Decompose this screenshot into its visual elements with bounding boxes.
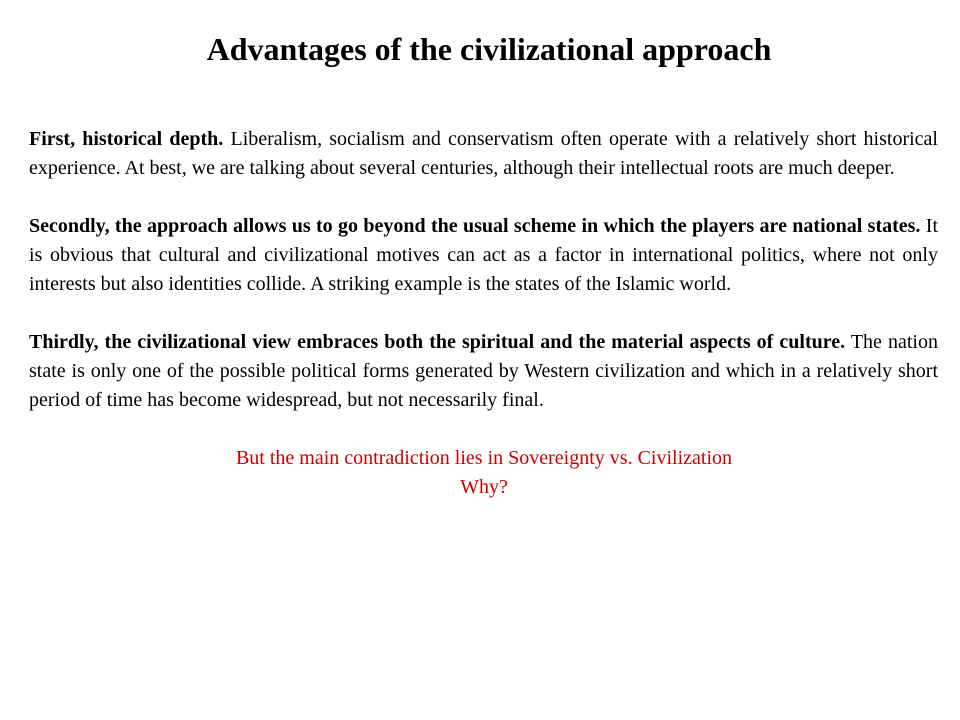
- closing-statement: [29, 444, 938, 502]
- paragraph-lead: Thirdly, the civilizational view embraces both the spiritual and the material aspects of culture.: [29, 331, 846, 353]
- closing-line: But the main contradiction lies in Sovereignty vs. Civilization: [235, 447, 733, 469]
- paragraph-text: It is obvious that cultural and civilizational motives can act as a factor in international politics, where not only interests but also identities collide. A striking example is the states of the Islamic world.: [29, 215, 939, 295]
- paragraph-second: [29, 212, 938, 299]
- paragraph-text: The nation state is only one of the possible political forms generated by Western civilization and which in a relatively short period of time has become widespread, but not necessarily final.: [29, 331, 938, 411]
- paragraph-lead: Secondly, the approach allows us to go beyond the usual scheme in which the players are national states.: [29, 215, 921, 237]
- slide-title: Advantages of the civilizational approach: [206, 31, 772, 67]
- paragraph-lead: First, historical depth.: [29, 128, 224, 150]
- closing-question: Why?: [460, 476, 508, 498]
- paragraph-text: Liberalism, socialism and conservatism often operate with a relatively short historical experience. At best, we are talking about several centuries, although their intellectual roots are much deeper.: [29, 128, 938, 179]
- slide-body: [29, 125, 938, 502]
- paragraph-first: [29, 125, 938, 183]
- paragraph-third: [29, 328, 938, 415]
